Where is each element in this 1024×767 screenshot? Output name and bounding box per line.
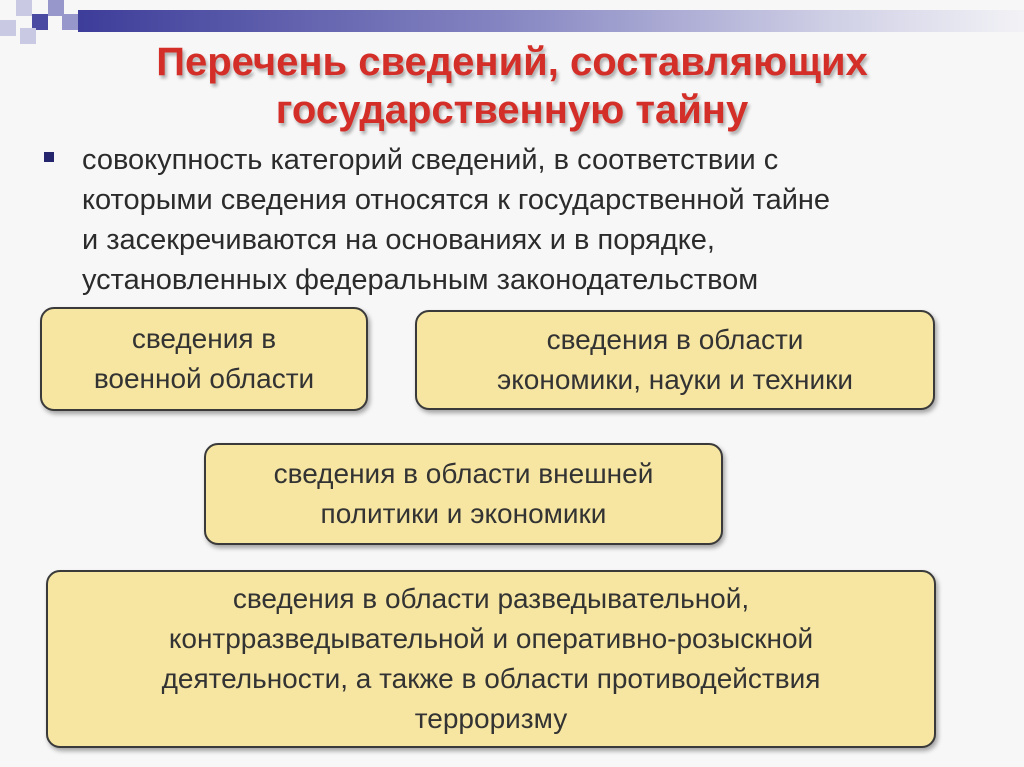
category-text-line: сведения в области (546, 324, 804, 355)
decor-square (16, 0, 32, 16)
category-text-line: деятельности, а также в области противодействия (161, 663, 821, 694)
category-box-economy-science (415, 310, 935, 410)
definition-line: которыми сведения относятся к государственной тайне (82, 184, 831, 216)
slide-title-line: государственную тайну (275, 88, 749, 132)
category-text-line: политики и экономики (320, 498, 607, 529)
category-text-line: контрразведывательной и оперативно-розыскной (168, 623, 814, 654)
category-text-line: сведения в (131, 323, 277, 354)
category-box-foreign-policy (204, 443, 723, 545)
definition-text (82, 140, 992, 300)
category-text-line: сведения в области внешней (273, 458, 654, 489)
header-gradient-strip (78, 10, 1024, 32)
decor-square (0, 20, 16, 36)
category-text-line: терроризму (414, 703, 568, 734)
decor-square (62, 14, 78, 30)
category-box-intelligence (46, 570, 936, 748)
category-box-military (40, 307, 368, 411)
definition-line: установленных федеральным законодательством (82, 264, 759, 296)
slide-title (0, 38, 1024, 134)
slide-title-line: Перечень сведений, составляющих (156, 40, 868, 84)
square-bullet-icon (44, 152, 54, 162)
category-text-line: сведения в области разведывательной, (232, 583, 750, 614)
decorative-header-bar (0, 0, 1024, 40)
definition-line: совокупность категорий сведений, в соответствии с (82, 144, 779, 176)
definition-line: и засекречиваются на основаниях и в порядке, (82, 224, 715, 256)
category-text-line: экономики, науки и техники (496, 364, 854, 395)
category-text-line: военной области (93, 363, 315, 394)
